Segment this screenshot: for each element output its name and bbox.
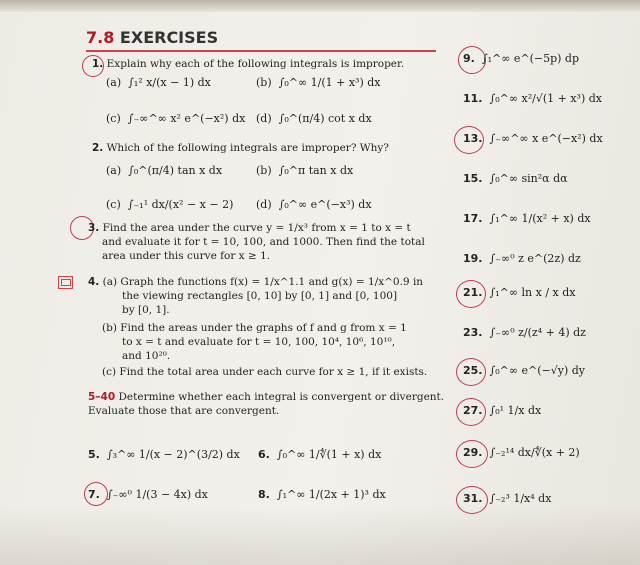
exercise-number: 21. [463,286,483,299]
heading-rule [86,50,436,52]
exercise-number: 27. [463,404,483,417]
problem-text-line: (c) Find the total area under each curve for x ≥ 1, if it exists. [102,366,428,378]
problem-2d [256,198,372,211]
exercise-range-instructions [88,391,444,404]
exercise-number: 31. [463,492,483,505]
integral-expr: ∫₋₁¹ dx/(x² − x − 2) [127,198,234,211]
problem-1c [106,112,245,125]
problem-text-line: (a) Graph the functions f(x) = 1/x^1.1 and g(x) = 1/x^0.9 in [102,276,424,288]
exercise-8 [258,488,386,501]
page-top-shadow [0,0,640,12]
problem-1d [256,112,372,125]
problem-number: 3. [88,222,100,234]
exercise-number: 29. [463,446,483,459]
problem-3 [88,222,411,235]
section-title: EXERCISES [119,28,219,47]
item-label: (c) [106,112,121,125]
section-heading [86,28,218,47]
exercise-number: 5. [88,448,100,461]
problem-text-line: (b) Find the areas under the graphs of f and g from x = 1 [102,322,407,334]
exercise-25 [463,364,585,377]
exercise-7 [88,488,208,501]
integral-expr: ∫₋∞^∞ x e^(−x²) dx [489,132,603,145]
integral-expr: ∫₋₂³ 1/x⁴ dx [489,492,552,505]
integral-expr: ∫₀¹ 1/x dx [489,404,542,417]
exercise-27 [463,404,541,417]
problem-number: 2. [92,142,104,154]
integral-expr: ∫₋₂¹⁴ dx/∜(x + 2) [489,446,580,459]
problem-2c [106,198,233,211]
exercise-11 [463,92,602,105]
graphing-calculator-icon [58,276,73,289]
photo-shading [0,505,640,565]
problem-text-line: by [0, 1]. [122,304,170,316]
integral-expr: ∫₁^∞ ln x / x dx [489,286,576,299]
instruction-line: Determine whether each integral is convergent or divergent. [118,391,445,403]
problem-number: 1. [92,58,104,70]
exercise-number: 13. [463,132,483,145]
problem-text-line: and 10²⁰. [122,350,171,362]
integral-expr: ∫₀^(π/4) cot x dx [278,112,372,125]
exercise-23 [463,326,586,339]
section-number: 7.8 [86,28,115,47]
problem-2 [92,142,389,155]
item-label: (c) [106,198,121,211]
integral-expr: ∫₋∞⁰ z/(z⁴ + 4) dz [489,326,586,339]
item-label: (a) [106,76,122,89]
item-label: (a) [106,164,122,177]
exercise-9 [463,52,579,65]
exercise-31 [463,492,551,505]
integral-expr: ∫₁^∞ 1/(x² + x) dx [489,212,591,225]
exercise-number: 7. [88,488,100,501]
problem-2b [256,164,353,177]
integral-expr: ∫₀^∞ e^(−√y) dy [489,364,586,377]
problem-1a [106,76,211,89]
integral-expr: ∫₀^∞ e^(−x³) dx [278,198,372,211]
integral-expr: ∫₀^π tan x dx [278,164,354,177]
exercise-5 [88,448,240,461]
integral-expr: ∫₀^∞ 1/∜(1 + x) dx [276,448,382,461]
problem-1 [92,58,404,71]
problem-text: Explain why each of the following integrals is improper. [106,58,405,70]
exercise-17 [463,212,591,225]
exercise-number: 8. [258,488,270,501]
exercise-number: 23. [463,326,483,339]
problem-text-line: area under this curve for x ≥ 1. [102,250,271,262]
problem-1b [256,76,381,89]
integral-expr: ∫₁^∞ 1/(2x + 1)³ dx [276,488,386,501]
item-label: (d) [256,198,272,211]
integral-expr: ∫₀^∞ 1/(1 + x³) dx [278,76,381,89]
exercise-number: 11. [463,92,483,105]
exercise-29 [463,446,580,459]
integral-expr: ∫₋∞⁰ 1/(3 − 4x) dx [106,488,208,501]
exercise-19 [463,252,581,265]
integral-expr: ∫₁^∞ e^(−5p) dp [481,52,580,65]
exercise-number: 25. [463,364,483,377]
problem-4 [88,276,423,289]
item-label: (b) [256,164,272,177]
problem-text-line: the viewing rectangles [0, 10] by [0, 1] and [0, 100] [122,290,398,302]
exercise-6 [258,448,381,461]
exercise-number: 6. [258,448,270,461]
exercise-13 [463,132,603,145]
exercise-15 [463,172,568,185]
instruction-line: Evaluate those that are convergent. [88,405,280,417]
item-label: (d) [256,112,272,125]
problem-text-line: and evaluate it for t = 10, 100, and 1000. Then find the total [102,236,425,248]
exercise-21 [463,286,575,299]
problem-text-line: Find the area under the curve y = 1/x³ from x = 1 to x = t [102,222,411,234]
integral-expr: ∫₋∞⁰ z e^(2z) dz [489,252,581,265]
range-number: 5–40 [88,391,116,403]
problem-number: 4. [88,276,100,288]
exercise-number: 9. [463,52,475,65]
problem-2a [106,164,222,177]
item-label: (b) [256,76,272,89]
exercise-number: 15. [463,172,483,185]
integral-expr: ∫₁² x/(x − 1) dx [128,76,211,89]
exercise-number: 19. [463,252,483,265]
integral-expr: ∫₀^∞ x²/√(1 + x³) dx [489,92,602,105]
integral-expr: ∫₋∞^∞ x² e^(−x²) dx [127,112,246,125]
problem-text: Which of the following integrals are improper? Why? [106,142,389,154]
problem-text-line: to x = t and evaluate for t = 10, 100, 10⁴, 10⁶, 10¹⁰, [122,336,396,348]
integral-expr: ∫₀^∞ sin²α dα [489,172,568,185]
integral-expr: ∫₃^∞ 1/(x − 2)^(3/2) dx [106,448,240,461]
exercise-number: 17. [463,212,483,225]
integral-expr: ∫₀^(π/4) tan x dx [128,164,223,177]
